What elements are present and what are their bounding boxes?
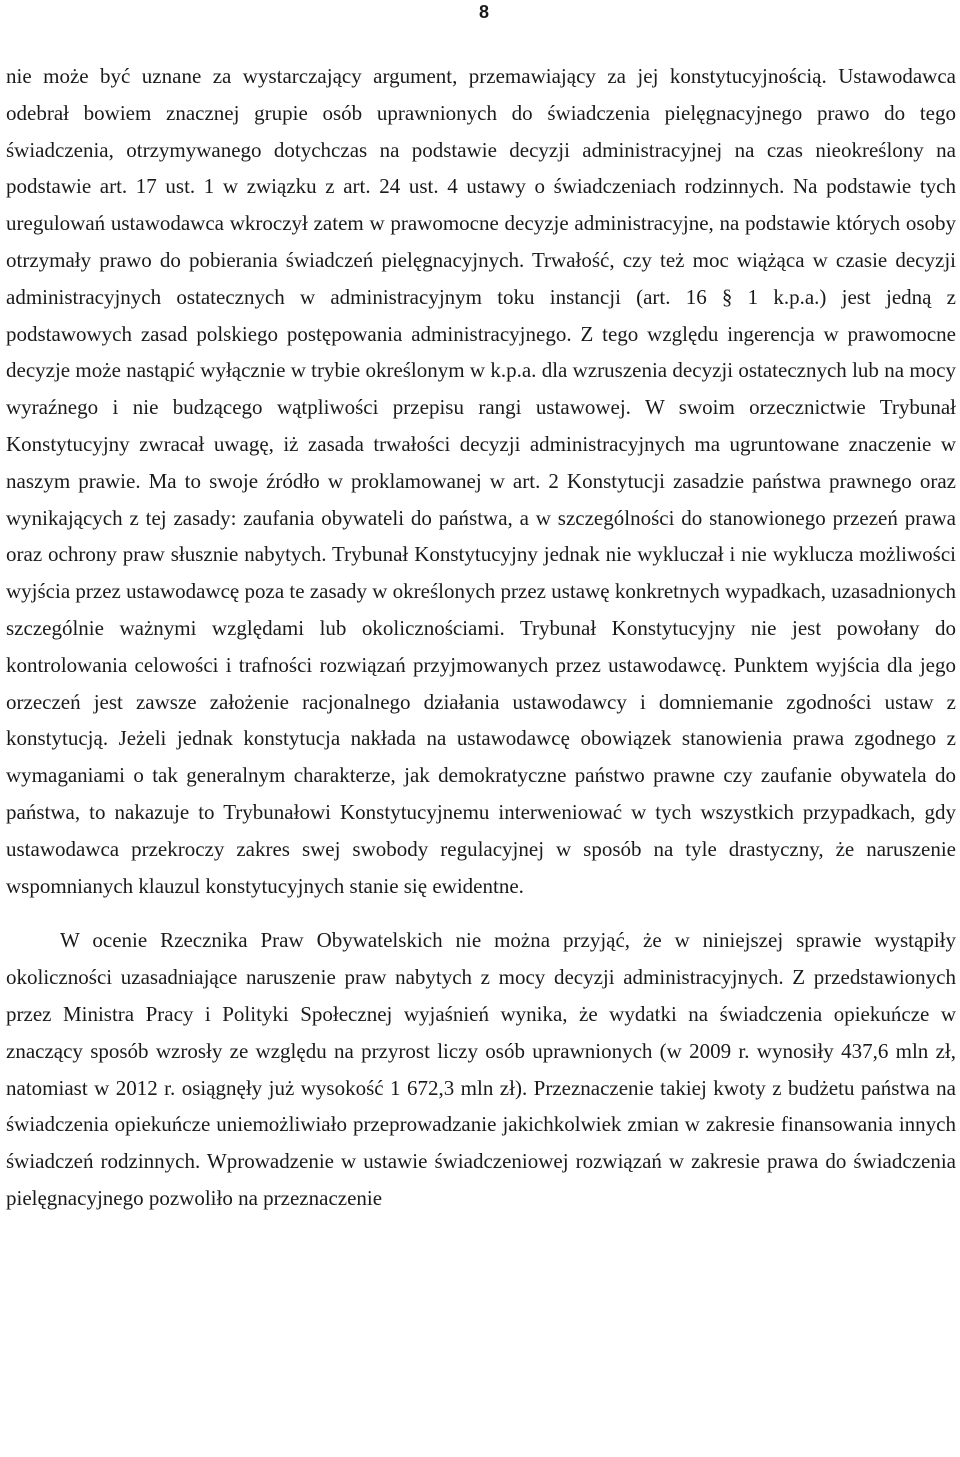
paragraph-2: W ocenie Rzecznika Praw Obywatelskich nie można przyjąć, że w niniejszej sprawie wystąpiły okoliczności uzasadniające naruszenie praw nabytych z mocy decyzji administracyjnych. Z przedstawionych przez Ministra Pracy i Polityki Społecznej wyjaśnień wynika, że wydatki na świadczenia opiekuńcze w znaczący sposób wzrosły ze względu na przyrost liczy osób uprawnionych (w 2009 r. wynosiły 437,6 mln zł, natomiast w 2012 r. osiągnęły już wysokość 1 672,3 mln zł). Przeznaczenie takiej kwoty z budżetu państwa na świadczenia opiekuńcze uniemożliwiało przeprowadzanie jakichkolwiek zmian w zakresie finansowania innych świadczeń rodzinnych. Wprowadzenie w ustawie świadczeniowej rozwiązań w zakresie prawa do świadczenia pielęgnacyjnego pozwoliło na przeznaczenie (6, 928, 956, 1210)
document-body (6, 58, 956, 1217)
paragraph-1: nie może być uznane za wystarczający argument, przemawiający za jej konstytucyjnością. Ustawodawca odebrał bowiem znacznej grupie osób uprawnionych do świadczenia pielęgnacyjnego prawo do tego świadczenia, otrzymywanego dotychczas na podstawie decyzji administracyjnej na czas nieokreślony na podstawie art. 17 ust. 1 w związku z art. 24 ust. 4 ustawy o świadczeniach rodzinnych. Na podstawie tych uregulowań ustawodawca wkroczył zatem w prawomocne decyzje administracyjne, na podstawie których osoby otrzymały prawo do pobierania świadczeń pielęgnacyjnych. Trwałość, czy też moc wiążąca w czasie decyzji administracyjnych ostatecznych w administracyjnym toku instancji (art. 16 § 1 k.p.a.) jest jedną z podstawowych zasad polskiego postępowania administracyjnego. Z tego względu ingerencja w prawomocne decyzje może nastąpić wyłącznie w trybie określonym w k.p.a. dla wzruszenia decyzji ostatecznych lub na mocy wyraźnego i nie budzącego wątpliwości przepisu rangi ustawowej. W swoim orzecznictwie Trybunał Konstytucyjny zwracał uwagę, iż zasada trwałości decyzji administracyjnych ma ugruntowane znaczenie w naszym prawie. Ma to swoje źródło w proklamowanej w art. 2 Konstytucji zasadzie państwa prawnego oraz wynikających z tej zasady: zaufania obywateli do państwa, a w szczególności do stanowionego przezeń prawa oraz ochrony praw słusznie nabytych. Trybunał Konstytucyjny jednak nie wykluczał i nie wyklucza możliwości wyjścia przez ustawodawcę poza te zasady w określonych przez ustawę konkretnych wypadkach, uzasadnionych szczególnie ważnymi względami lub okolicznościami. Trybunał Konstytucyjny nie jest powołany do kontrolowania celowości i trafności rozwiązań przyjmowanych przez ustawodawcę. Punktem wyjścia dla jego orzeczeń jest zawsze założenie racjonalnego działania ustawodawcy i domniemanie zgodności ustaw z konstytucją. Jeżeli jednak konstytucja nakłada na ustawodawcę obowiązek stanowienia prawa zgodnego z wymaganiami o tak generalnym charakterze, jak demokratyczne państwo prawne czy zaufanie obywatela do państwa, to nakazuje to Trybunałowi Konstytucyjnemu interweniować w tych wszystkich przypadkach, gdy ustawodawca przekroczy zakres swej swobody regulacyjnej w sposób na tyle drastyczny, że naruszenie wspomnianych klauzul konstytucyjnych stanie się ewidentne. (6, 64, 956, 898)
page-number: 8 (478, 2, 489, 22)
